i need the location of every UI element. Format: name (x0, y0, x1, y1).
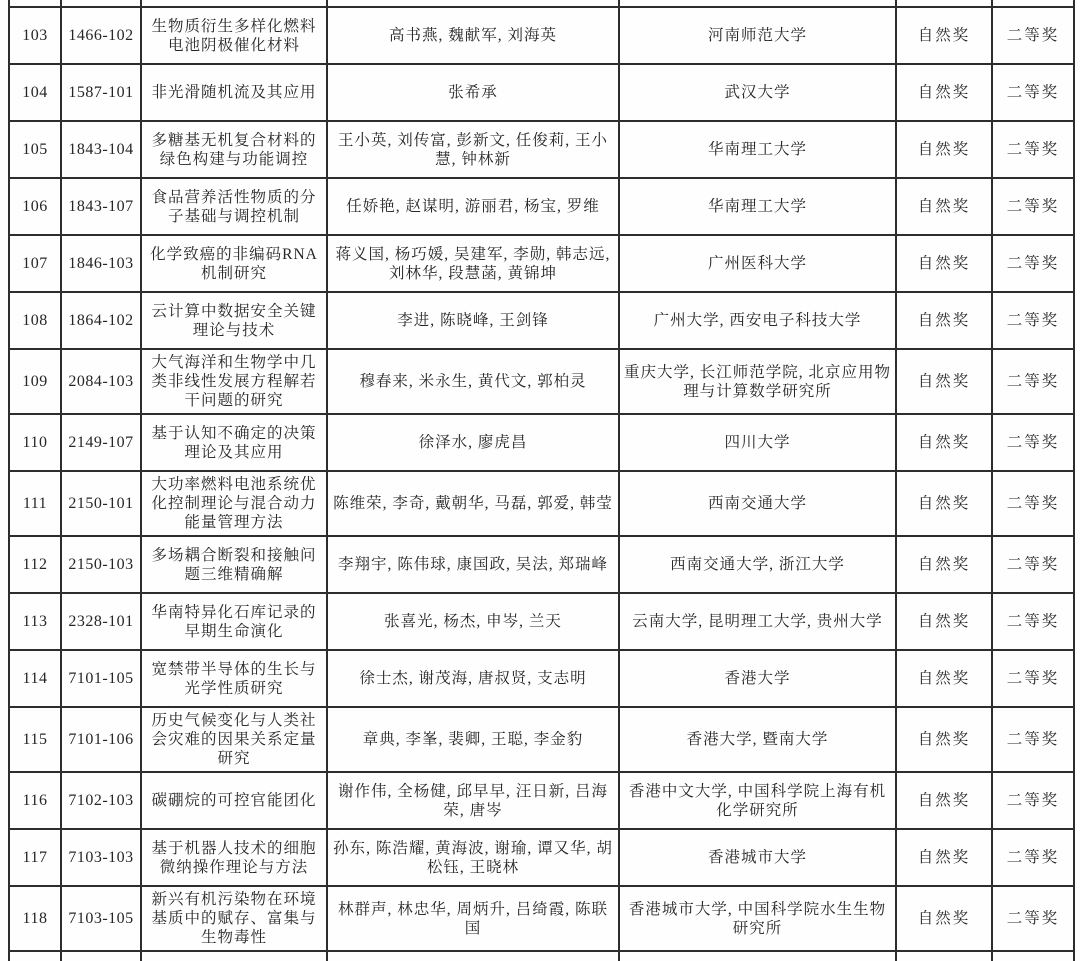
table-row (10, 179, 1073, 236)
project-title-cell: 新兴有机污染物在环境基质中的赋存、富集与生物毒性 (142, 887, 328, 950)
award-grade-cell: 二等奖 (1006, 434, 1060, 451)
project-title-cell: 碳硼烷的可控官能团化 (142, 773, 328, 828)
award-grade-cell: 二等奖 (1006, 670, 1060, 687)
project-title-cell: 大功率燃料电池系统优化控制理论与混合动力能量管理方法 (142, 472, 328, 535)
award-category-cell: 自然奖 (897, 594, 993, 649)
institutions-cell: 西南交通大学 (620, 472, 897, 535)
institutions-cell: 华南理工大学 (620, 122, 897, 177)
award-category-cell: 自然奖 (897, 122, 993, 177)
serial-number-cell: 116 (10, 773, 62, 828)
awardees-cell: 高书燕, 魏献军, 刘海英 (328, 8, 620, 63)
award-grade-cell: 二等奖 (1006, 141, 1060, 158)
project-title-cell: 生物质衍生多样化燃料电池阴极催化材料 (142, 8, 328, 63)
serial-number-cell: 110 (10, 415, 62, 470)
awardees-cell: 任娇艳, 赵谋明, 游丽君, 杨宝, 罗维 (328, 179, 620, 234)
award-grade-cell: 二等奖 (1006, 198, 1060, 215)
institutions-cell: 广州医科大学 (620, 236, 897, 291)
award-category-cell: 自然奖 (897, 293, 993, 348)
award-grade-cell: 二等奖 (1006, 27, 1060, 44)
project-title-cell: 基于认知不确定的决策理论及其应用 (142, 415, 328, 470)
award-grade-cell: 二等奖 (1006, 910, 1060, 927)
project-code-cell: 7103-105 (62, 887, 142, 950)
award-category-cell: 自然奖 (897, 708, 993, 771)
table-row (10, 65, 1073, 122)
awardees-cell: 徐士杰, 谢茂海, 唐叔贤, 支志明 (328, 651, 620, 706)
award-category-cell: 自然奖 (897, 830, 993, 885)
awardees-cell: 林群声, 林忠华, 周炳升, 吕绮霞, 陈联国 (328, 887, 620, 950)
serial-number-cell: 111 (10, 472, 62, 535)
awardees-cell: 张希承 (328, 65, 620, 120)
awardees-cell (328, 0, 620, 6)
award-grade-cell: 二等奖 (1006, 849, 1060, 866)
serial-number-cell: 117 (10, 830, 62, 885)
award-grade-cell: 二等奖 (1006, 255, 1060, 272)
institutions-cell: 西南交通大学, 浙江大学 (620, 537, 897, 592)
project-title-cell: 食品营养活性物质的分子基础与调控机制 (142, 179, 328, 234)
project-title-cell: 华南特异化石库记录的早期生命演化 (142, 594, 328, 649)
project-title-cell: 大气海洋和生物学中几类非线性发展方程解若干问题的研究 (142, 350, 328, 413)
awardees-cell: 章典, 李峯, 裴卿, 王聪, 李金豹 (328, 708, 620, 771)
table-row (10, 773, 1073, 830)
table-row (10, 887, 1073, 952)
institutions-cell: 重庆大学, 长江师范学院, 北京应用物理与计算数学研究所 (620, 350, 897, 413)
project-code-cell: 1864-102 (62, 293, 142, 348)
project-title-cell: 宽禁带半导体的生长与光学性质研究 (142, 651, 328, 706)
award-category-cell: 自然奖 (897, 350, 993, 413)
awardees-cell: 徐泽水, 廖虎昌 (328, 415, 620, 470)
awardees-cell: 李翔宇, 陈伟球, 康国政, 吴法, 郑瑞峰 (328, 537, 620, 592)
award-category-cell: 自然奖 (897, 236, 993, 291)
serial-number-cell: 103 (10, 8, 62, 63)
project-title-cell: 多场耦合断裂和接触问题三维精确解 (142, 537, 328, 592)
table-row (10, 472, 1073, 537)
award-grade-cell: 二等奖 (1006, 495, 1060, 512)
serial-number-cell: 118 (10, 887, 62, 950)
serial-number-cell: 112 (10, 537, 62, 592)
award-grade-cell: 二等奖 (1006, 556, 1060, 573)
institutions-cell: 香港城市大学, 中国科学院水生生物研究所 (620, 887, 897, 950)
project-code-cell: 2150-101 (62, 472, 142, 535)
table-row (10, 708, 1073, 773)
project-code-cell: 1846-103 (62, 236, 142, 291)
institutions-cell: 云南大学, 昆明理工大学, 贵州大学 (620, 594, 897, 649)
table-row (10, 830, 1073, 887)
award-grade-cell: 二等奖 (1006, 312, 1060, 329)
awardees-cell (328, 952, 620, 961)
serial-number-cell: 114 (10, 651, 62, 706)
project-title-cell: 化学致癌的非编码RNA机制研究 (142, 236, 328, 291)
serial-number-cell: 113 (10, 594, 62, 649)
table-row (10, 236, 1073, 293)
award-category-cell (897, 0, 993, 6)
serial-number-cell (10, 0, 62, 6)
award-category-cell: 自然奖 (897, 537, 993, 592)
project-code-cell (62, 952, 142, 961)
award-category-cell: 自然奖 (897, 8, 993, 63)
awards-table-body (10, 8, 1073, 952)
awardees-cell: 李进, 陈晓峰, 王剑锋 (328, 293, 620, 348)
awardees-cell: 孙东, 陈浩耀, 黄海波, 谢瑜, 谭又华, 胡松钰, 王晓林 (328, 830, 620, 885)
awardees-cell: 张喜光, 杨杰, 申岑, 兰天 (328, 594, 620, 649)
table-row (10, 350, 1073, 415)
project-code-cell: 1466-102 (62, 8, 142, 63)
institutions-cell: 华南理工大学 (620, 179, 897, 234)
project-code-cell (62, 0, 142, 6)
institutions-cell (620, 0, 897, 6)
table-row-partial-top (10, 0, 1073, 8)
serial-number-cell (10, 952, 62, 961)
project-title-cell: 基于机器人技术的细胞微纳操作理论与方法 (142, 830, 328, 885)
institutions-cell: 香港城市大学 (620, 830, 897, 885)
awardees-cell: 谢作伟, 全杨健, 邱早早, 汪日新, 吕海荣, 唐岑 (328, 773, 620, 828)
serial-number-cell: 106 (10, 179, 62, 234)
institutions-cell: 香港中文大学, 中国科学院上海有机化学研究所 (620, 773, 897, 828)
award-category-cell: 自然奖 (897, 415, 993, 470)
award-category-cell: 自然奖 (897, 773, 993, 828)
project-code-cell: 7101-105 (62, 651, 142, 706)
project-code-cell: 7102-103 (62, 773, 142, 828)
awardees-cell: 陈维荣, 李奇, 戴朝华, 马磊, 郭爱, 韩莹 (328, 472, 620, 535)
serial-number-cell: 105 (10, 122, 62, 177)
table-row (10, 293, 1073, 350)
project-title-cell (142, 952, 328, 961)
serial-number-cell: 115 (10, 708, 62, 771)
award-category-cell (897, 952, 993, 961)
award-category-cell: 自然奖 (897, 887, 993, 950)
institutions-cell: 四川大学 (620, 415, 897, 470)
project-title-cell (142, 0, 328, 6)
serial-number-cell: 104 (10, 65, 62, 120)
award-category-cell: 自然奖 (897, 651, 993, 706)
table-row-partial-bottom (10, 952, 1073, 961)
project-code-cell: 2328-101 (62, 594, 142, 649)
award-category-cell: 自然奖 (897, 179, 993, 234)
project-code-cell: 7103-103 (62, 830, 142, 885)
award-grade-cell (993, 952, 1073, 961)
project-title-cell: 多糖基无机复合材料的绿色构建与功能调控 (142, 122, 328, 177)
project-code-cell: 2084-103 (62, 350, 142, 413)
institutions-cell: 广州大学, 西安电子科技大学 (620, 293, 897, 348)
table-row (10, 8, 1073, 65)
project-code-cell: 1587-101 (62, 65, 142, 120)
serial-number-cell: 109 (10, 350, 62, 413)
project-title-cell: 云计算中数据安全关键理论与技术 (142, 293, 328, 348)
award-grade-cell: 二等奖 (1006, 84, 1060, 101)
project-title-cell: 历史气候变化与人类社会灾难的因果关系定量研究 (142, 708, 328, 771)
award-category-cell: 自然奖 (897, 65, 993, 120)
institutions-cell: 香港大学, 暨南大学 (620, 708, 897, 771)
table-row (10, 594, 1073, 651)
project-code-cell: 2149-107 (62, 415, 142, 470)
serial-number-cell: 108 (10, 293, 62, 348)
project-code-cell: 2150-103 (62, 537, 142, 592)
award-grade-cell: 二等奖 (1006, 373, 1060, 390)
award-category-cell: 自然奖 (897, 472, 993, 535)
project-code-cell: 7101-106 (62, 708, 142, 771)
awardees-cell: 蒋义国, 杨巧媛, 吴建军, 李勋, 韩志远, 刘林华, 段慧菡, 黄锦坤 (328, 236, 620, 291)
award-grade-cell (993, 0, 1073, 6)
institutions-cell (620, 952, 897, 961)
awardees-cell: 王小英, 刘传富, 彭新文, 任俊莉, 王小慧, 钟林新 (328, 122, 620, 177)
institutions-cell: 香港大学 (620, 651, 897, 706)
institutions-cell: 武汉大学 (620, 65, 897, 120)
table-row (10, 415, 1073, 472)
project-code-cell: 1843-104 (62, 122, 142, 177)
table-row (10, 651, 1073, 708)
table-row (10, 122, 1073, 179)
award-grade-cell: 二等奖 (1006, 792, 1060, 809)
award-grade-cell: 二等奖 (1006, 731, 1060, 748)
project-code-cell: 1843-107 (62, 179, 142, 234)
serial-number-cell: 107 (10, 236, 62, 291)
table-row (10, 537, 1073, 594)
institutions-cell: 河南师范大学 (620, 8, 897, 63)
award-grade-cell: 二等奖 (1006, 613, 1060, 630)
awards-table (8, 0, 1075, 961)
project-title-cell: 非光滑随机流及其应用 (142, 65, 328, 120)
awardees-cell: 穆春来, 米永生, 黄代文, 郭柏灵 (328, 350, 620, 413)
